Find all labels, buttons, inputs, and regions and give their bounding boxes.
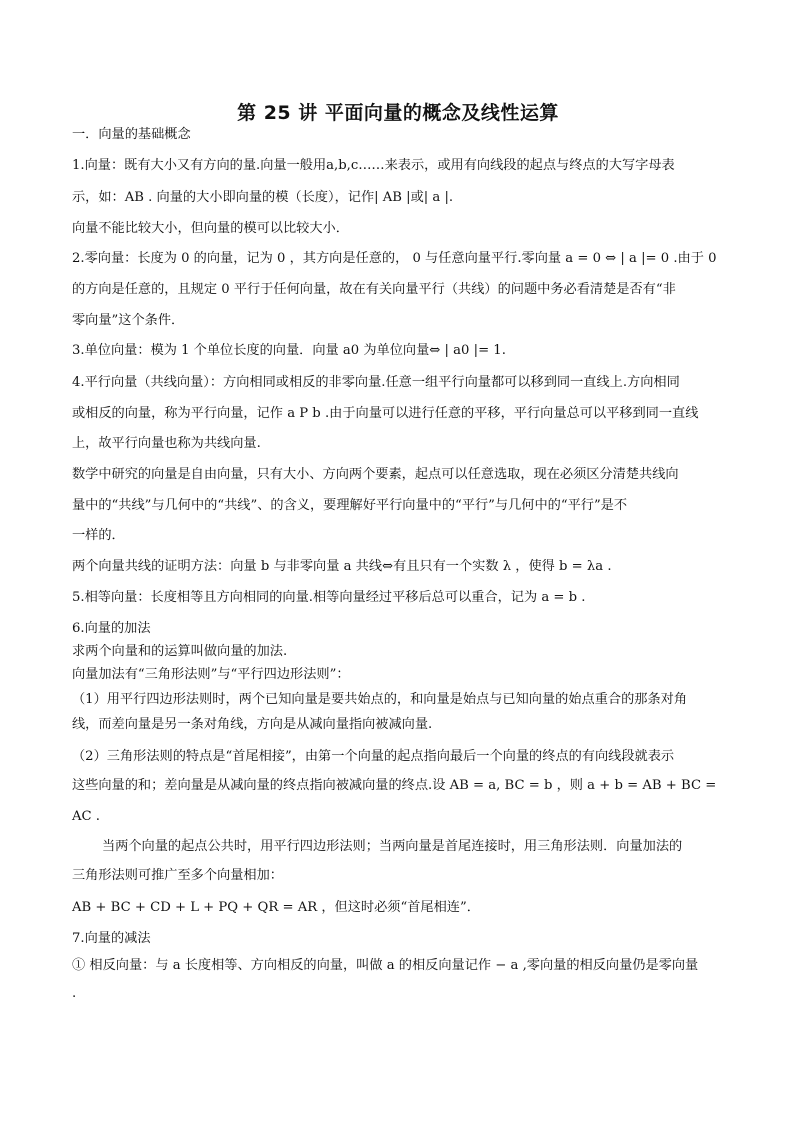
paragraph-line: 2.零向量：长度为 0 的向量，记为 0 ，其方向是任意的， 0 与任意向量平行.零向量 a = 0 ⇔ | a |= 0 .由于 0 [72, 251, 717, 266]
paragraph-line: 零向量”这个条件． [72, 313, 185, 328]
paragraph-line: 或相反的向量，称为平行向量，记作 a P b .由于向量可以进行任意的平移，平行向量总可以平移到同一直线 [72, 406, 699, 421]
paragraph-line: 4.平行向量（共线向量）：方向相同或相反的非零向量.任意一组平行向量都可以移到同一直线上.方向相同 [72, 375, 680, 390]
paragraph-line: （2）三角形法则的特点是“首尾相接”，由第一个向量的起点指向最后一个向量的终点的有向线段就表示 [72, 749, 675, 764]
section-heading-vector-addition: 6.向量的加法 [72, 621, 151, 636]
paragraph-line: 上，故平行向量也称为共线向量. [72, 436, 261, 451]
paragraph-line: 向量加法有“三角形法则”与“平行四边形法则”： [72, 667, 350, 682]
paragraph-line: AB + BC + CD + L + PQ + QR = AR ，但这时必须“首尾相连”． [72, 900, 480, 915]
paragraph-line: . [72, 986, 77, 1001]
paragraph-line: 数学中研究的向量是自由向量，只有大小、方向两个要素，起点可以任意选取，现在必须区分清楚共线向 [72, 467, 679, 482]
paragraph-line: 的方向是任意的，且规定 0 平行于任何向量，故在有关向量平行（共线）的问题中务必看清楚是否有“非 [72, 282, 676, 297]
paragraph-line: AC . [72, 809, 100, 824]
paragraph-line: 3.单位向量：模为 1 个单位长度的向量．向量 a0 为单位向量⇔ | a0 |= 1. [72, 343, 506, 358]
section-heading-basic-concepts: 一．向量的基础概念 [72, 127, 191, 142]
section-heading-vector-subtraction: 7.向量的减法 [72, 931, 151, 946]
paragraph-line: 当两个向量的起点公共时，用平行四边形法则；当两向量是首尾连接时，用三角形法则．向量加法的 [102, 839, 683, 854]
paragraph-line: 求两个向量和的运算叫做向量的加法. [72, 644, 288, 659]
paragraph-line: 三角形法则可推广至多个向量相加： [72, 868, 283, 883]
document-title: 第 25 讲 平面向量的概念及线性运算 [237, 102, 559, 124]
paragraph-line: 这些向量的和；差向量是从减向量的终点指向被减向量的终点.设 AB = a, BC = b ，则 a + b = AB + BC = [72, 778, 717, 793]
paragraph-line: 5.相等向量：长度相等且方向相同的向量.相等向量经过平移后总可以重合，记为 a = b . [72, 590, 586, 605]
paragraph-line: 线，而差向量是另一条对角线，方向是从减向量指向被减向量. [72, 717, 433, 732]
paragraph-line: 两个向量共线的证明方法：向量 b 与非零向量 a 共线⇔有且只有一个实数 λ ，使得 b = λa . [72, 559, 612, 574]
paragraph-line: 量中的“共线”与几何中的“共线”、的含义，要理解好平行向量中的“平行”与几何中的“平行”是不 [72, 498, 628, 513]
paragraph-line: ① 相反向量：与 a 长度相等、方向相反的向量，叫做 a 的相反向量记作 − a ,零向量的相反向量仍是零向量 [72, 958, 699, 973]
paragraph-line: 向量不能比较大小，但向量的模可以比较大小． [72, 221, 349, 236]
paragraph-line: （1）用平行四边形法则时，两个已知向量是要共始点的，和向量是始点与已知向量的始点重合的那条对角 [72, 692, 688, 707]
paragraph-line: 1.向量：既有大小又有方向的量.向量一般用a,b,c……来表示，或用有向线段的起点与终点的大写字母表 [72, 158, 675, 173]
paragraph-line: 一样的． [72, 528, 125, 543]
paragraph-line: 示，如：AB . 向量的大小即向量的模（长度），记作| AB |或| a |. [72, 190, 454, 205]
